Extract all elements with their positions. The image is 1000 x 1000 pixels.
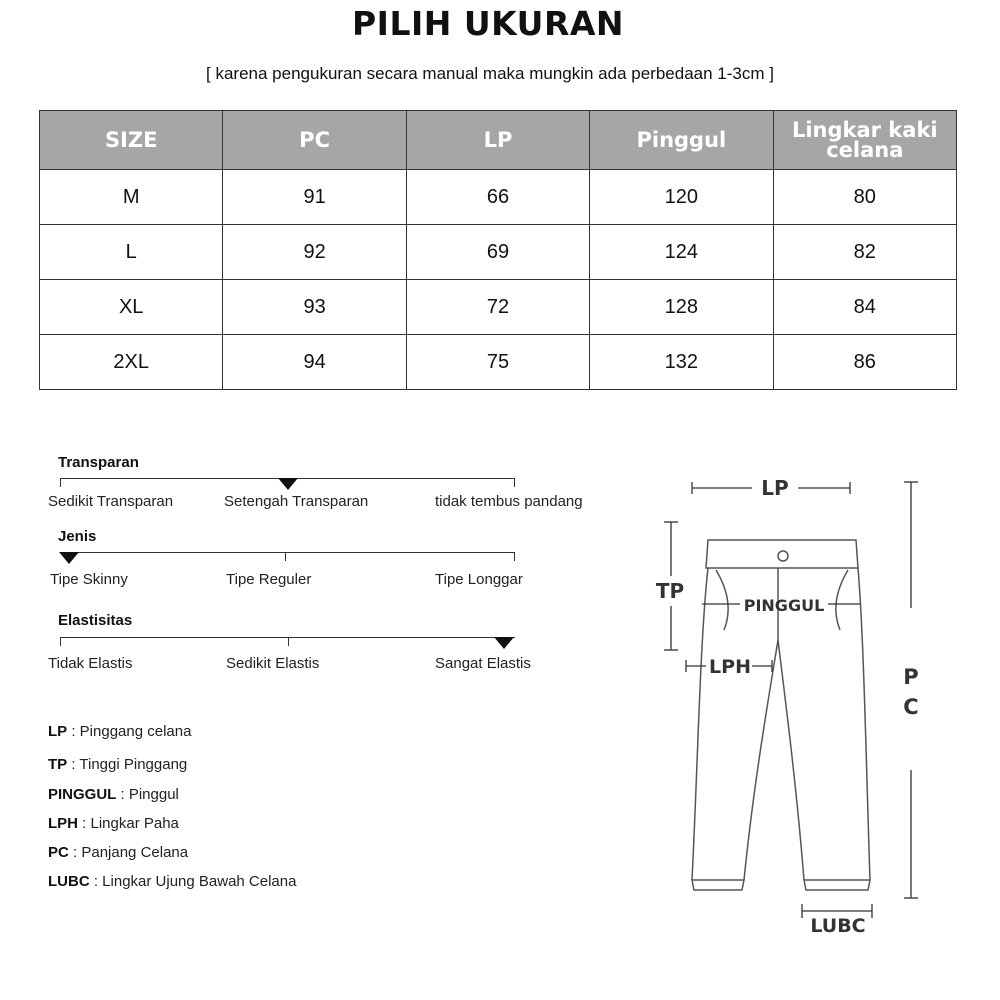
table-cell: 93 (223, 280, 406, 335)
header-pinggul: Pinggul (590, 111, 773, 170)
table-cell: 132 (590, 335, 773, 390)
selected-marker-icon (494, 637, 514, 649)
table-cell: 91 (223, 170, 406, 225)
label-pinggul: PINGGUL (743, 596, 825, 615)
scale-line (60, 552, 515, 553)
header-size: SIZE (40, 111, 223, 170)
legend-item (48, 815, 179, 832)
page-title: PILIH UKURAN (351, 4, 625, 43)
scale-option: Tipe Skinny (50, 571, 128, 588)
legend-desc: : Lingkar Ujung Bawah Celana (89, 873, 297, 890)
header-pc: PC (223, 111, 406, 170)
scale-title: Jenis (58, 528, 97, 545)
table-cell: XL (40, 280, 223, 335)
table-cell: 120 (590, 170, 773, 225)
table-cell: L (40, 225, 223, 280)
legend-abbr: LUBC (48, 873, 90, 890)
table-cell: 69 (406, 225, 589, 280)
pants-outline-icon (692, 540, 870, 890)
table-cell: 66 (406, 170, 589, 225)
scale-option: Setengah Transparan (224, 493, 369, 510)
legend-desc: : Panjang Celana (68, 844, 189, 861)
scale-option: Sedikit Elastis (226, 655, 320, 672)
label-pc-c: C (903, 695, 919, 719)
legend-abbr: TP (48, 756, 68, 773)
table-row (40, 280, 957, 335)
scale-option: Tidak Elastis (48, 655, 133, 672)
label-pc-p: P (903, 665, 919, 689)
scale-tick (60, 637, 61, 646)
selected-marker-icon (59, 552, 79, 564)
table-cell: 94 (223, 335, 406, 390)
legend-item (48, 786, 179, 803)
scale-tick (514, 478, 515, 487)
size-table (39, 110, 957, 390)
table-header-row (40, 111, 957, 170)
legend-item (48, 844, 188, 861)
scale-option: tidak tembus pandang (435, 493, 583, 510)
label-lubc: LUBC (810, 915, 866, 937)
legend-item (48, 723, 191, 740)
table-cell: 75 (406, 335, 589, 390)
legend-desc: : Lingkar Paha (78, 815, 179, 832)
table-cell: 92 (223, 225, 406, 280)
page-subtitle: [ karena pengukuran secara manual maka mungkin ada perbedaan 1-3cm ] (206, 64, 774, 83)
table-cell: 86 (773, 335, 956, 390)
scale-option: Sangat Elastis (435, 655, 531, 672)
label-lp: LP (761, 476, 789, 500)
table-cell: M (40, 170, 223, 225)
pants-diagram (620, 460, 960, 940)
header-lingkar-kaki: Lingkar kaki celana (773, 111, 956, 170)
table-cell: 128 (590, 280, 773, 335)
label-lph: LPH (709, 656, 751, 678)
table-cell: 2XL (40, 335, 223, 390)
legend-abbr: PINGGUL (48, 786, 117, 803)
legend-item (48, 873, 296, 890)
scale-tick (285, 552, 286, 561)
legend-abbr: LP (48, 723, 68, 740)
legend-abbr: LPH (48, 815, 78, 832)
scale-tick (288, 637, 289, 646)
table-row (40, 170, 957, 225)
scale-tick (60, 478, 61, 487)
table-cell: 124 (590, 225, 773, 280)
table-cell: 84 (773, 280, 956, 335)
table-cell: 82 (773, 225, 956, 280)
table-row (40, 225, 957, 280)
legend-abbr: PC (48, 844, 69, 861)
scale-title: Elastisitas (58, 612, 133, 629)
scale-tick (514, 552, 515, 561)
table-row (40, 335, 957, 390)
legend-desc: : Pinggul (116, 786, 179, 803)
scale-title: Transparan (58, 454, 139, 471)
scale-option: Tipe Reguler (226, 571, 312, 588)
table-cell: 80 (773, 170, 956, 225)
legend-item (48, 756, 187, 773)
scale-option: Sedikit Transparan (48, 493, 174, 510)
label-tp: TP (655, 579, 685, 603)
legend-desc: : Pinggang celana (67, 723, 192, 740)
table-cell: 72 (406, 280, 589, 335)
selected-marker-icon (278, 478, 298, 490)
legend-desc: : Tinggi Pinggang (67, 756, 188, 773)
button-icon (778, 551, 788, 561)
scale-option: Tipe Longgar (435, 571, 523, 588)
header-lp: LP (406, 111, 589, 170)
